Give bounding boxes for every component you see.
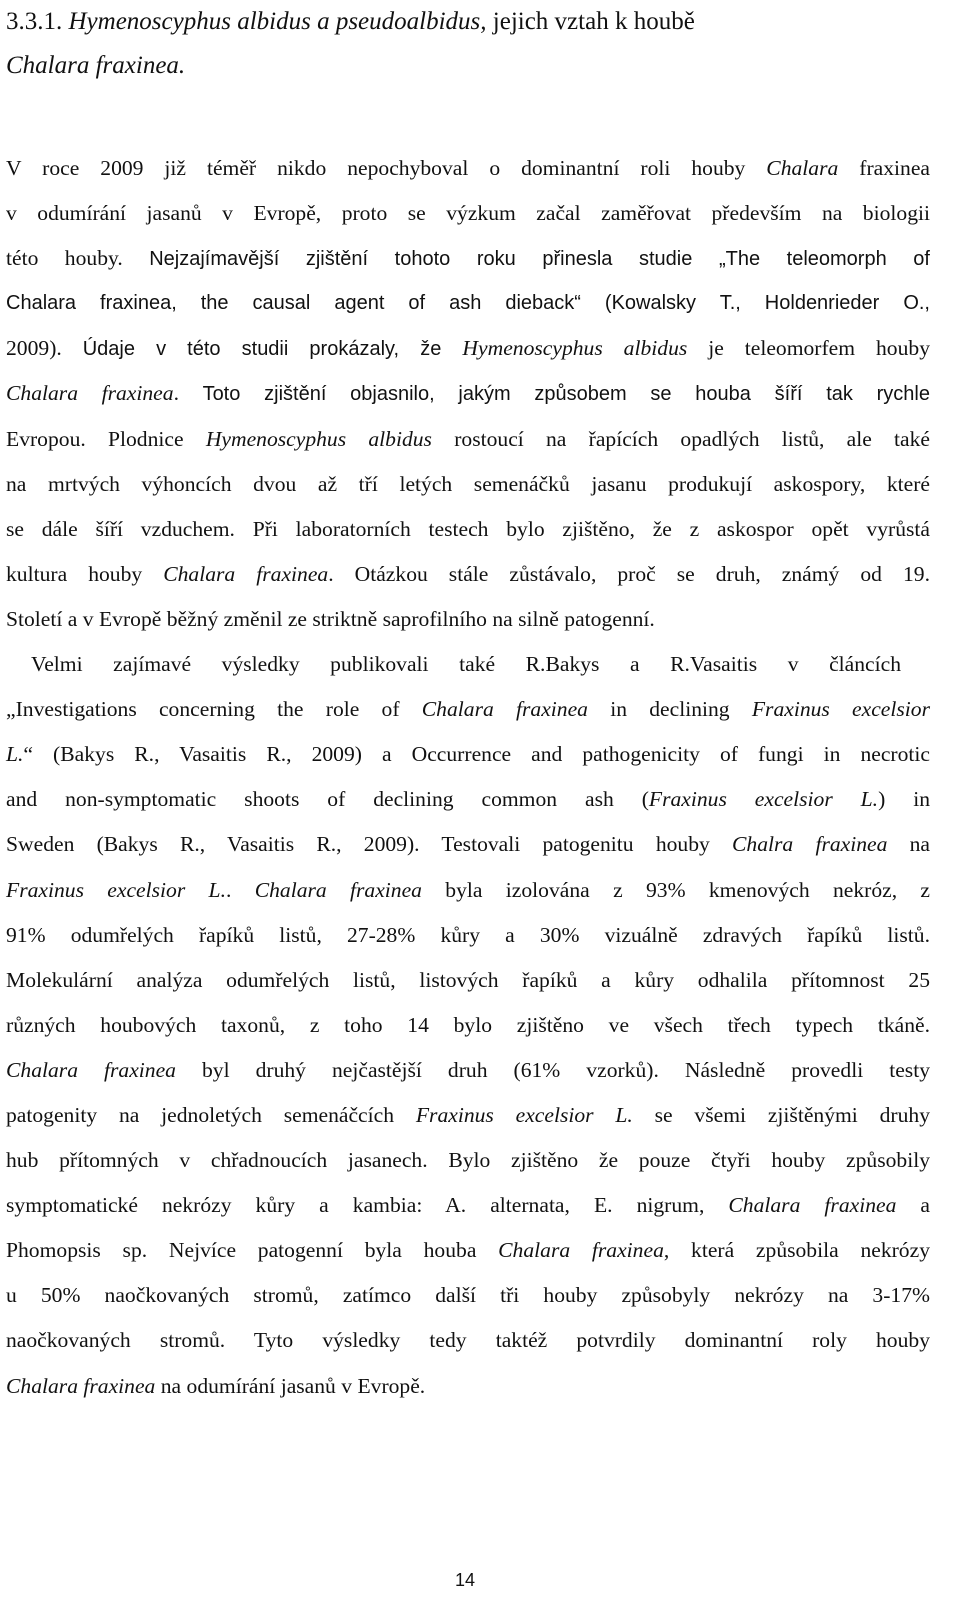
heading-species: Hymenoscyphus albidus a pseudoalbidus, (68, 8, 487, 35)
text-line: Evropou. Plodnice Hymenoscyphus albidus rostoucí na řapících opadlých listů, ale také (6, 426, 930, 451)
text-line: hub přítomných v chřadnoucích jasanech. Bylo zjištěno že pouze čtyři houby způsobily (6, 1148, 930, 1173)
body-text (6, 146, 930, 1409)
text-line: se dále šíří vzduchem. Při laboratorních testech bylo zjištěno, že z askospor opět vyrůstá (6, 516, 930, 541)
text-line: kultura houby Chalara fraxinea. Otázkou stále zůstávalo, proč se druh, známý od 19. (6, 561, 930, 586)
page-number: 14 (454, 1570, 476, 1590)
text-line: and non-symptomatic shoots of declining common ash (Fraxinus excelsior L.) in (6, 787, 931, 812)
text-line: Chalara fraxinea, the causal agent of ash dieback“ (Kowalsky T., Holdenrieder O., (6, 292, 930, 315)
section-number: 3.3.1. (6, 8, 63, 35)
text-line: Fraxinus excelsior L.. Chalara fraxinea byla izolována z 93% kmenových nekróz, z (6, 877, 930, 902)
text-line: Chalara fraxinea byl druhý nejčastější druh (61% vzorků). Následně provedli testy (6, 1057, 930, 1082)
heading-text: jejich vztah k houbě (492, 8, 695, 35)
text-line: Chalara fraxinea. Toto zjištění objasnilo, jakým způsobem se houba šíří tak rychle (6, 381, 930, 406)
text-line: Molekulární analýza odumřelých listů, listových řapíků a kůry odhalila přítomnost 25 (6, 967, 930, 992)
text-line: „Investigations concerning the role of Chalara fraxinea in declining Fraxinus excelsior (6, 697, 930, 722)
text-line: na mrtvých výhoncích dvou až tří letých semenáčků jasanu produkují askospory, které (6, 471, 930, 496)
text-line: L.“ (Bakys R., Vasaitis R., 2009) a Occurrence and pathogenicity of fungi in necrotic (6, 742, 930, 767)
text-line: Sweden (Bakys R., Vasaitis R., 2009). Testovali patogenitu houby Chalra fraxinea na (6, 832, 931, 857)
text-line: 91% odumřelých řapíků listů, 27-28% kůry a 30% vizuálně zdravých řapíků listů. (6, 922, 930, 947)
text-line: Chalara fraxinea na odumírání jasanů v Evropě. (6, 1373, 426, 1398)
text-line: patogenity na jednoletých semenáčcích Fraxinus excelsior L. se všemi zjištěnými druhy (6, 1102, 930, 1127)
text-line: Století a v Evropě běžný změnil ze striktně saprofilního na silně patogenní. (6, 606, 655, 631)
text-line: Velmi zajímavé výsledky publikovali také R.Bakys a R.Vasaitis v článcích (31, 652, 901, 677)
text-line: symptomatické nekrózy kůry a kambia: A. alternata, E. nigrum, Chalara fraxinea a (6, 1193, 931, 1218)
heading-species-2: Chalara fraxinea. (6, 52, 186, 79)
text-line: 2009). Údaje v této studii prokázaly, že Hymenoscyphus albidus je teleomorfem houby (6, 336, 930, 361)
section-heading (6, 0, 936, 88)
text-line: různých houbových taxonů, z toho 14 bylo zjištěno ve všech třech typech tkáně. (6, 1012, 930, 1037)
text-line: této houby. Nejzajímavější zjištění tohoto roku přinesla studie „The teleomorph of (6, 246, 930, 271)
paragraph (6, 642, 930, 1409)
text-line: Phomopsis sp. Nejvíce patogenní byla houba Chalara fraxinea, která způsobila nekrózy (6, 1238, 930, 1263)
text-line: naočkovaných stromů. Tyto výsledky tedy taktéž potvrdily dominantní roly houby (6, 1328, 930, 1353)
text-line: u 50% naočkovaných stromů, zatímco další tři houby způsobyly nekrózy na 3-17% (6, 1283, 930, 1308)
text-line: v odumírání jasanů v Evropě, proto se výzkum začal zaměřovat především na biologii (6, 201, 930, 226)
text-line: V roce 2009 již téměř nikdo nepochyboval o dominantní roli houby Chalara fraxinea (6, 156, 930, 180)
paragraph (6, 146, 930, 642)
